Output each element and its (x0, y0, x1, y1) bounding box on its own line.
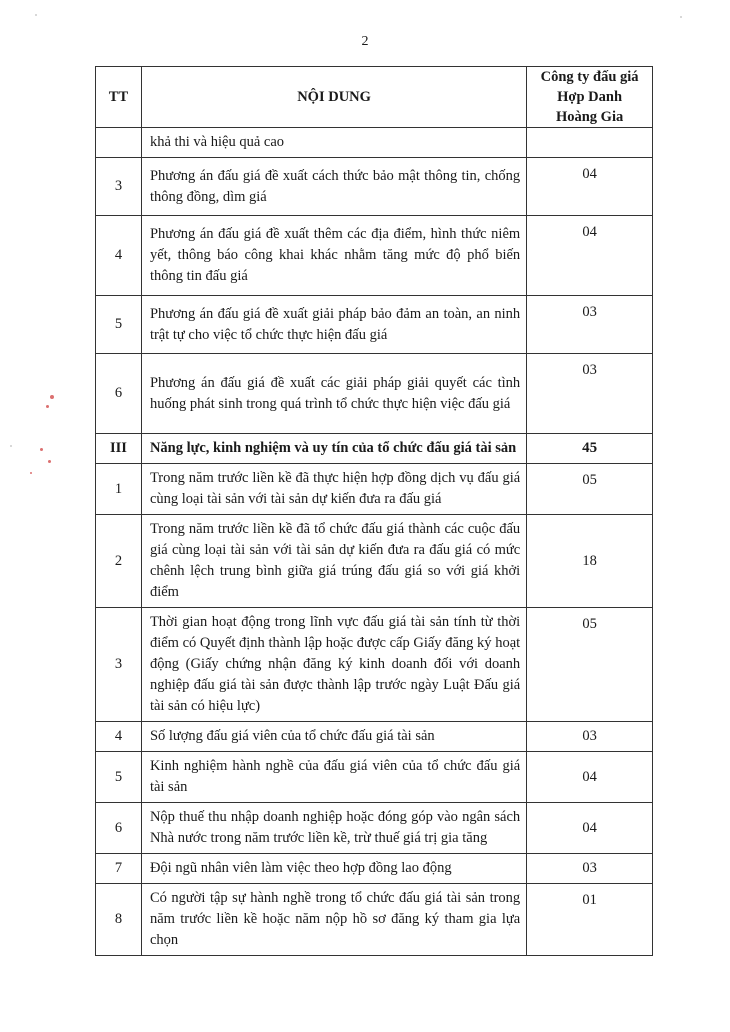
page-number: 2 (361, 34, 369, 49)
header-company (527, 67, 653, 128)
row-content: Trong năm trước liền kề đã thực hiện hợp đồng dịch vụ đấu giá cùng loại tài sản với tài sản dự kiến đưa ra đấu giá (141, 464, 526, 515)
row-tt: 4 (96, 216, 142, 296)
table-row (96, 354, 653, 434)
row-score: 03 (527, 296, 653, 354)
row-score: 05 (527, 464, 653, 515)
row-tt: 4 (96, 722, 142, 752)
scan-speck (680, 16, 682, 18)
row-score: 18 (527, 515, 653, 608)
row-tt: 3 (96, 608, 142, 722)
table-row (96, 216, 653, 296)
row-score: 03 (527, 722, 653, 752)
row-content: Số lượng đấu giá viên của tổ chức đấu giá tài sản (141, 722, 526, 752)
header-company-line1: Công ty đấu giá (540, 69, 639, 85)
row-tt: 5 (96, 296, 142, 354)
section-score: 45 (527, 434, 653, 464)
stamp-speck (30, 472, 32, 474)
row-score: 03 (527, 854, 653, 884)
header-content: NỘI DUNG (141, 67, 526, 128)
row-tt: 7 (96, 854, 142, 884)
stamp-speck (48, 460, 51, 463)
row-content: Nộp thuế thu nhập doanh nghiệp hoặc đóng góp vào ngân sách Nhà nước trong năm trước liền kề, trừ thuế giá trị gia tăng (141, 803, 526, 854)
table-row (96, 722, 653, 752)
row-tt: 5 (96, 752, 142, 803)
header-company-line3: Hoàng Gia (555, 109, 624, 125)
evaluation-table (95, 66, 653, 956)
row-score: 04 (527, 803, 653, 854)
row-content: Phương án đấu giá đề xuất thêm các địa điểm, hình thức niêm yết, thông báo công khai khác nhằm tăng mức độ phổ biến thông tin đấu giá (141, 216, 526, 296)
table-row (96, 854, 653, 884)
row-score: 04 (527, 752, 653, 803)
row-tt: 6 (96, 803, 142, 854)
table-row (96, 515, 653, 608)
section-tt: III (96, 434, 142, 464)
row-content: khả thi và hiệu quả cao (141, 128, 526, 158)
row-content: Trong năm trước liền kề đã tổ chức đấu giá thành các cuộc đấu giá cùng loại tài sản với tài sản dự kiến đưa ra đấu giá có mức chênh lệch trung bình giữa giá trúng đấu giá so với giá khởi điểm (141, 515, 526, 608)
row-score: 01 (527, 884, 653, 956)
row-content: Kinh nghiệm hành nghề của đấu giá viên của tổ chức đấu giá tài sản (141, 752, 526, 803)
row-content: Phương án đấu giá đề xuất các giải pháp giải quyết các tình huống phát sinh trong quá trình tổ chức thực hiện việc đấu giá (141, 354, 526, 434)
row-tt: 6 (96, 354, 142, 434)
row-tt (96, 128, 142, 158)
table-row (96, 464, 653, 515)
table-row (96, 608, 653, 722)
header-company-line2: Hợp Danh (557, 89, 623, 105)
stamp-speck (50, 395, 54, 399)
row-score: 03 (527, 354, 653, 434)
table-row (96, 158, 653, 216)
row-tt: 1 (96, 464, 142, 515)
row-content: Phương án đấu giá đề xuất giải pháp bảo đảm an toàn, an ninh trật tự cho việc tổ chức thực hiện đấu giá (141, 296, 526, 354)
section-content: Năng lực, kinh nghiệm và uy tín của tổ chức đấu giá tài sản (141, 434, 526, 464)
scan-speck (10, 445, 12, 447)
stamp-speck (40, 448, 43, 451)
row-tt: 3 (96, 158, 142, 216)
row-score: 04 (527, 216, 653, 296)
row-content: Thời gian hoạt động trong lĩnh vực đấu giá tài sản tính từ thời điểm có Quyết định thành lập hoặc được cấp Giấy đăng ký hoạt động (Giấy chứng nhận đăng ký kinh doanh đối với doanh nghiệp đấu giá tài sản được thành lập trước ngày Luật Đấu giá tài sản có hiệu lực) (141, 608, 526, 722)
table-row (96, 752, 653, 803)
stamp-speck (46, 405, 49, 408)
row-tt: 2 (96, 515, 142, 608)
table-header-row (96, 67, 653, 128)
row-content: Có người tập sự hành nghề trong tổ chức đấu giá tài sản trong năm trước liền kề hoặc năm nộp hồ sơ đăng ký tham gia lựa chọn (141, 884, 526, 956)
header-tt: TT (96, 67, 142, 128)
section-row (96, 434, 653, 464)
table-row (96, 803, 653, 854)
row-tt: 8 (96, 884, 142, 956)
row-content: Phương án đấu giá đề xuất cách thức bảo mật thông tin, chống thông đồng, dìm giá (141, 158, 526, 216)
row-content: Đội ngũ nhân viên làm việc theo hợp đồng lao động (141, 854, 526, 884)
row-score: 04 (527, 158, 653, 216)
scan-speck (35, 14, 37, 16)
table-row (96, 296, 653, 354)
table-row (96, 884, 653, 956)
row-score (527, 128, 653, 158)
table-row (96, 128, 653, 158)
row-score: 05 (527, 608, 653, 722)
